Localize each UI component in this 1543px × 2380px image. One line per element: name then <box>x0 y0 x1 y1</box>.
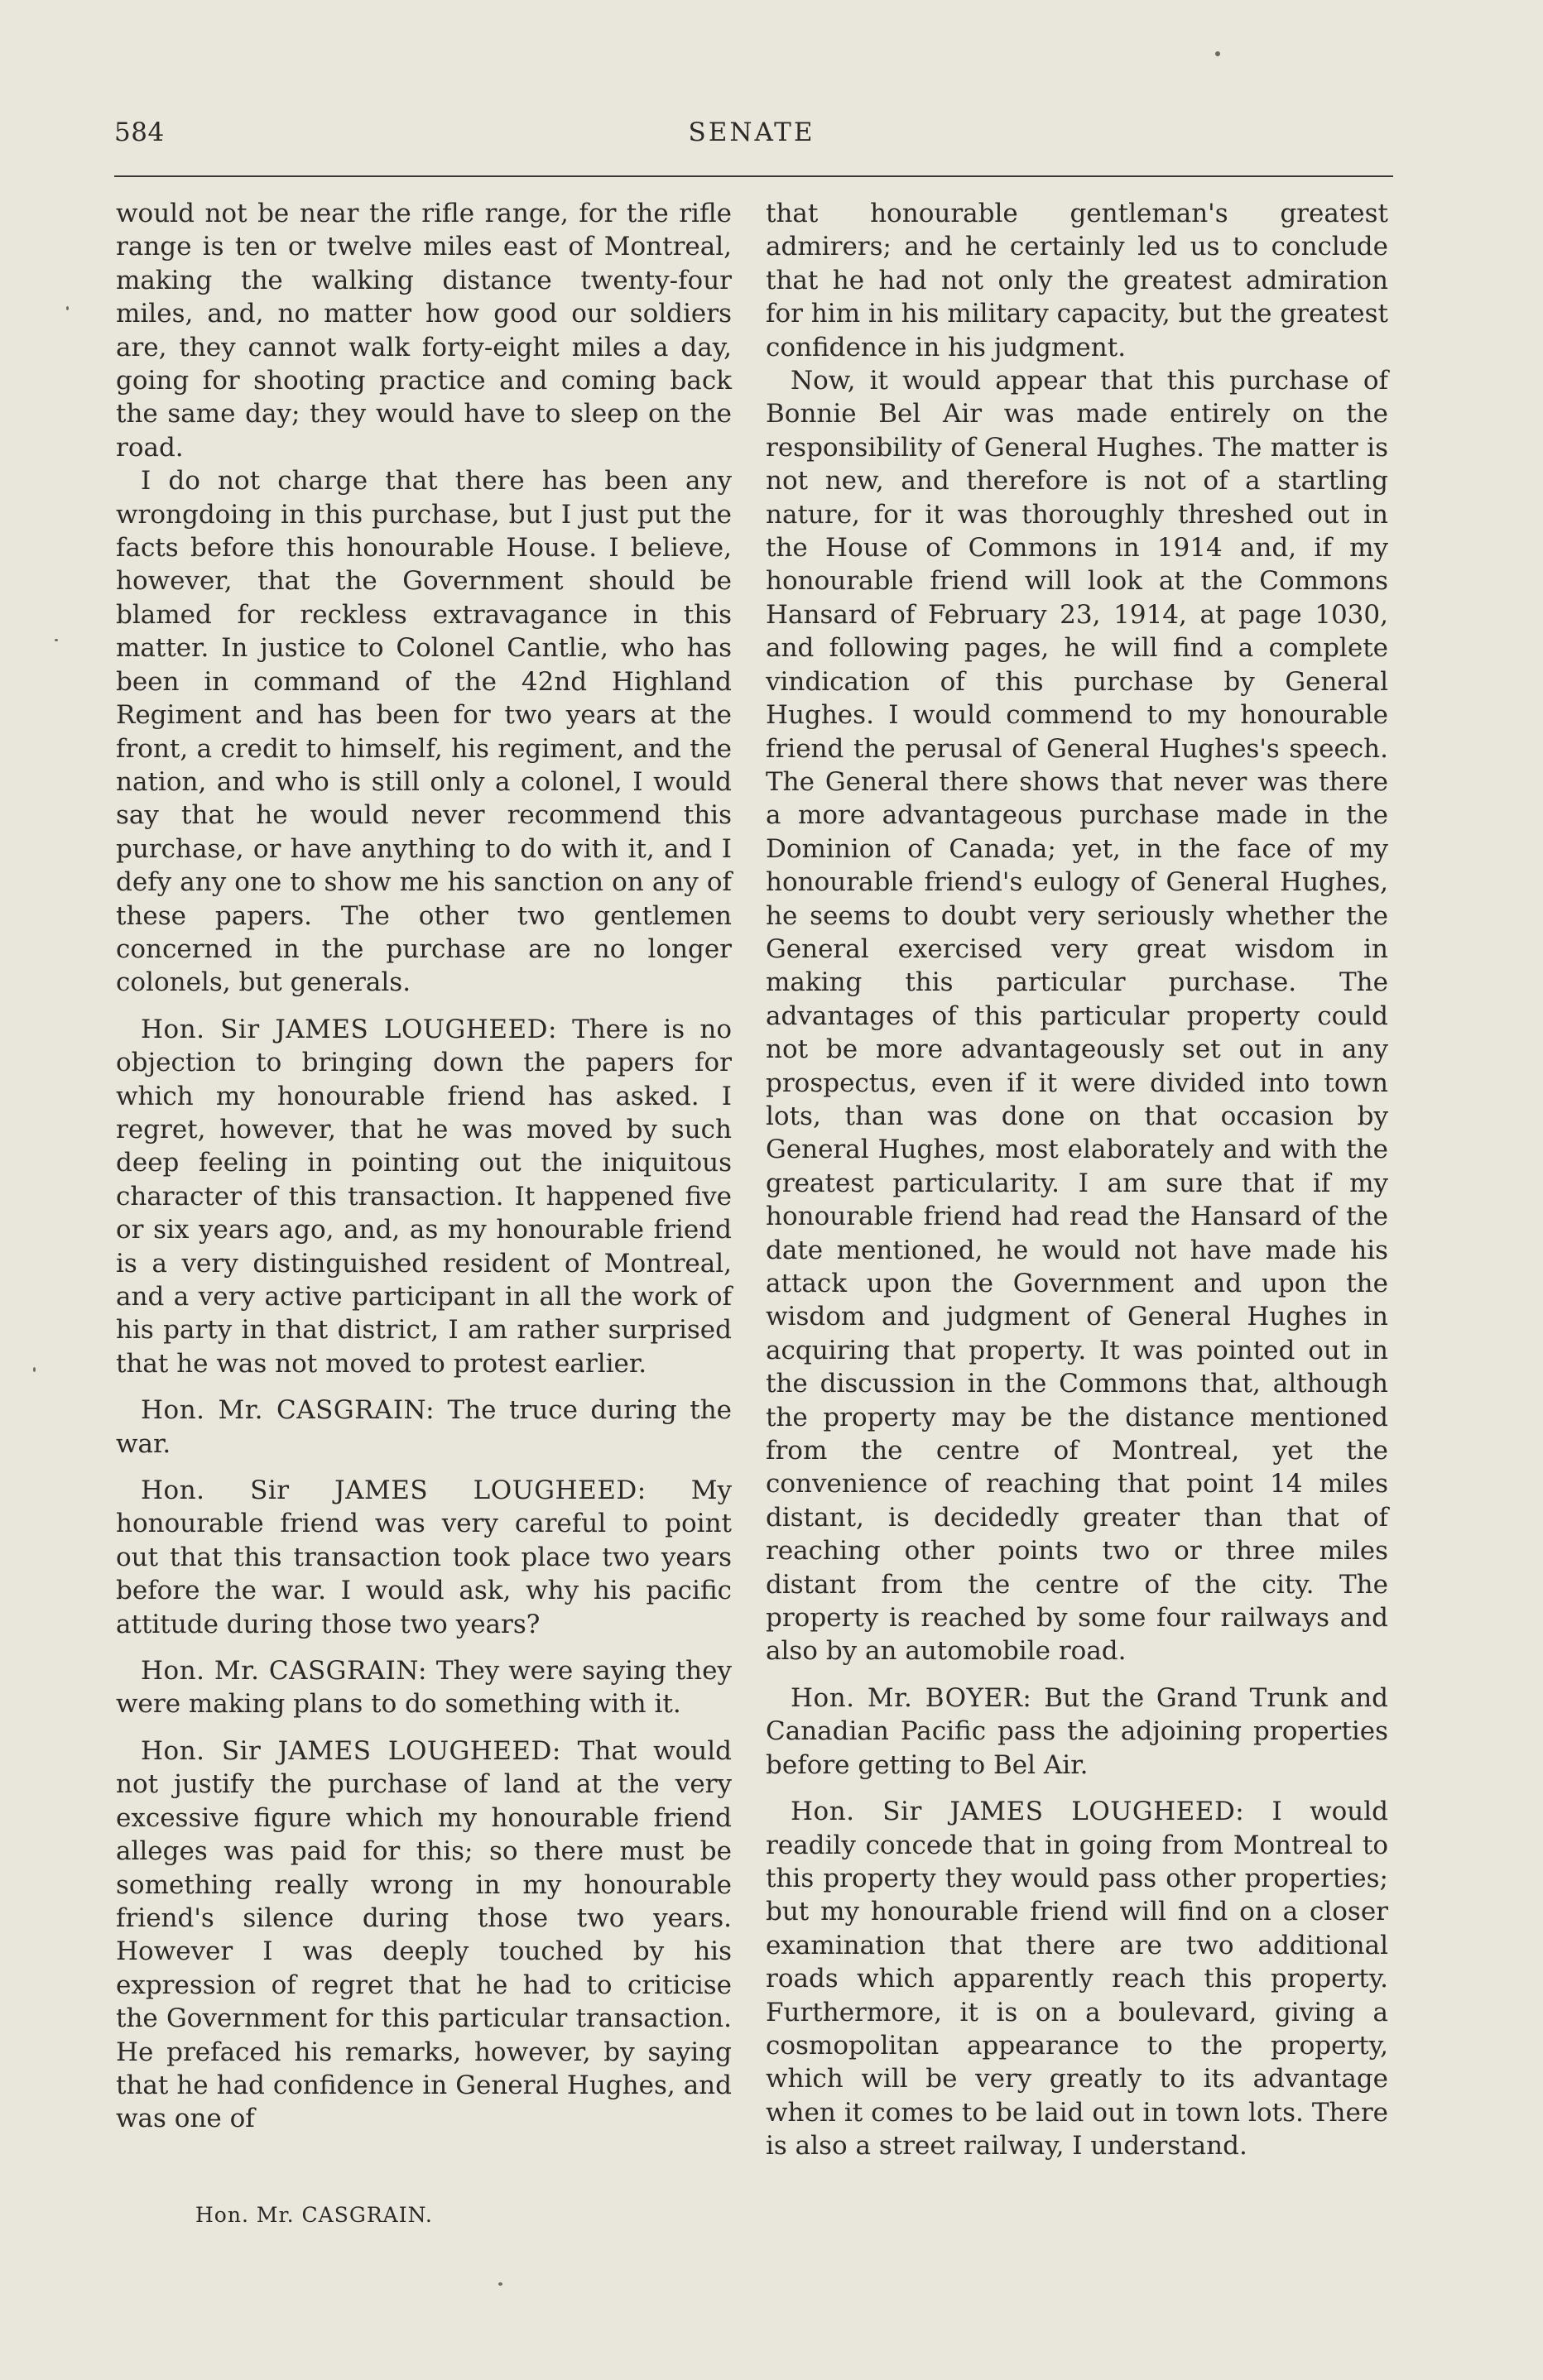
paragraph <box>766 364 1388 1668</box>
header-rule <box>114 175 1393 177</box>
speech-text: My honourable friend was very careful to point out that this transaction took place two years before the war. I would ask, why his pacific attitude during those two years? <box>116 1476 732 1639</box>
left-column <box>116 197 732 2136</box>
speech-paragraph <box>116 1013 732 1380</box>
paragraph-text: I do not charge that there has been any wrongdoing in this purchase, but I just put the facts before this honourable House. I believe, however, that the Government should be blamed for reckless extravagance in this matter. In justice to Colonel Cantlie, who has been in command of the 42nd Highland Regiment and has been for two years at the front, a credit to himself, his regiment, and the nation, and who is still only a colonel, I would say that he would never recommend this purchase, or have anything to do with it, and I defy any one to show me his sanction on any of these papers. The other two gentlemen concerned in the purchase are no longer colonels, but generals. <box>116 466 732 998</box>
speech-text: I would readily concede that in going from Montreal to this property they would pass other properties; but my honourable friend will find on a closer examination that there are two additional roads which apparently reach this property. Furthermore, it is on a boulevard, giving a cosmopolitan appearance to the property, which will be very greatly to its advantage when it comes to be laid out in town lots. There is also a street railway, I understand. <box>766 1797 1388 2162</box>
paper-speck <box>498 2282 502 2286</box>
speech-paragraph <box>116 1394 732 1461</box>
speech-paragraph <box>766 1682 1388 1782</box>
paper-speck <box>66 306 69 310</box>
speaker-name: Hon. Sir JAMES LOUGHEED: <box>141 1014 557 1044</box>
paper-speck <box>55 639 58 641</box>
speech-text: They were saying they were making plans to do something with it. <box>116 1656 732 1720</box>
running-head: SENATE <box>688 118 815 147</box>
speech-paragraph <box>116 1735 732 2136</box>
speaker-name: Hon. Sir JAMES LOUGHEED: <box>141 1476 647 1506</box>
speech-text: But the Grand Trunk and Canadian Pacific pass the adjoining properties before getting to Bel Air. <box>766 1682 1389 1780</box>
speech-text: The truce during the war. <box>116 1395 733 1459</box>
paper-speck <box>33 1367 36 1372</box>
speech-paragraph <box>116 1654 732 1721</box>
speech-text: That would not justify the purchase of land at the very excessive figure which my honourable friend alleges was paid for this; so there must be something really wrong in my honourable friend's silence during those two years. However I was deeply touched by his expression of regret that he had to criticise the Government for this particular transaction. He prefaced his remarks, however, by saying that he had confidence in General Hughes, and was one of <box>116 1735 732 2134</box>
speaker-name: Hon. Mr. CASGRAIN: <box>141 1656 427 1687</box>
paragraph-text: Now, it would appear that this purchase of Bonnie Bel Air was made entirely on the responsibility of General Hughes. The matter is not new, and therefore is not of a startling nature, for it was thoroughly threshed out in the House of Commons in 1914 and, if my honourable friend will look at the Commons Hansard of February 23, 1914, at page 1030, and following pages, he will find a complete vindication of this purchase by General Hughes. I would commend to my honourable friend the perusal of General Hughes's speech. The General there shows that never was there a more advantageous purchase made in the Dominion of Canada; yet, in the face of my honourable friend's eulogy of General Hughes, he seems to doubt very seriously whether the General exercised very great wisdom in making this particular purchase. The advantages of this particular property could not be more advantageously set out in any prospectus, even if it were divided into town lots, than was done on that occasion by General Hughes, most elaborately and with the greatest particularity. I am sure that if my honourable friend had read the Hansard of the date mentioned, he would not have made his attack upon the Government and upon the wisdom and judgment of General Hughes in acquiring that property. It was pointed out in the discussion in the Commons that, although the property may be the distance mentioned from the centre of Montreal, yet the convenience of reaching that point 14 miles distant, is decidedly greater than that of reaching other points two or three miles distant from the centre of the city. The property is reached by some four railways and also by an automobile road. <box>766 366 1388 1667</box>
speech-paragraph <box>116 1474 732 1641</box>
speaker-name: Hon. Sir JAMES LOUGHEED: <box>141 1735 561 1766</box>
speaker-name: Hon. Mr. CASGRAIN: <box>141 1395 435 1426</box>
paper-speck <box>1215 51 1220 56</box>
speaker-name: Hon. Sir JAMES LOUGHEED: <box>791 1797 1245 1827</box>
paragraph-text: would not be near the rifle range, for the rifle range is ten or twelve miles east of Montreal, making the walking distance twenty-four miles, and, no matter how good our soldiers are, they cannot walk forty-eight miles a day, going for shooting practice and coming back the same day; they would have to sleep on the road. <box>116 199 732 463</box>
right-column <box>766 197 1388 2163</box>
page-header <box>114 118 1389 156</box>
paragraph <box>116 197 732 464</box>
footer-catchword: Hon. Mr. CASGRAIN. <box>195 2203 433 2227</box>
speech-paragraph <box>766 1795 1388 2162</box>
paragraph <box>116 464 732 1000</box>
paragraph <box>766 197 1388 364</box>
page-number: 584 <box>114 118 165 147</box>
paragraph-text: that honourable gentleman's greatest admirers; and he certainly led us to conclude that he had not only the greatest admiration for him in his military capacity, but the greatest confidence in his judgment. <box>766 199 1388 362</box>
speaker-name: Hon. Mr. BOYER: <box>791 1682 1032 1713</box>
speech-text: There is no objection to bringing down the papers for which my honourable friend has asked. I regret, however, that he was moved by such deep feeling in pointing out the iniquitous character of this transaction. It happened five or six years ago, and, as my honourable friend is a very distinguished resident of Montreal, and a very active participant in all the work of his party in that district, I am rather surprised that he was not moved to protest earlier. <box>116 1014 732 1379</box>
